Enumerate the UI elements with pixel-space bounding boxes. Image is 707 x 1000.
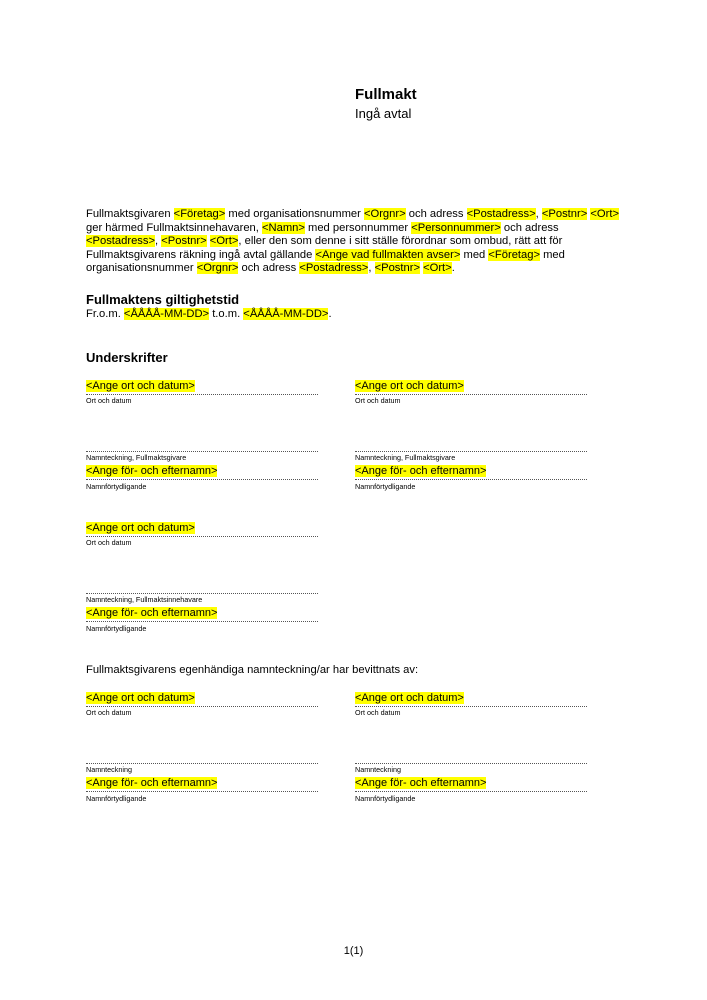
- giver1-place-date-field[interactable]: <Ange ort och datum>: [86, 380, 195, 392]
- holder-place-date-caption: Ort och datum: [86, 538, 132, 547]
- document-subtitle: Ingå avtal: [355, 106, 412, 121]
- giver1-place-date-line: [86, 394, 318, 395]
- intro-text: med organisationsnummer: [86, 248, 565, 275]
- giver2-place-date-caption: Ort och datum: [355, 396, 401, 405]
- holder-name-line: [86, 621, 318, 622]
- witness2-signature-caption: Namnteckning: [355, 765, 401, 774]
- to-label: t.o.m.: [209, 308, 244, 320]
- witness-statement: Fullmaktsgivarens egenhändiga namnteckning/ar har bevittnats av:: [86, 664, 419, 676]
- placeholder-field[interactable]: <Ort>: [590, 208, 619, 220]
- from-date-field[interactable]: <ÅÅÅÅ-MM-DD>: [123, 308, 210, 320]
- placeholder-field[interactable]: <Orgnr>: [196, 262, 239, 275]
- intro-text: och adress: [405, 208, 467, 220]
- placeholder-field[interactable]: <Postnr>: [374, 262, 420, 275]
- placeholder-field[interactable]: <Personnummer>: [411, 221, 501, 234]
- placeholder-field[interactable]: <Postadress>: [299, 262, 369, 275]
- holder-place-date-line: [86, 536, 318, 537]
- holder-name-field[interactable]: <Ange för- och efternamn>: [86, 607, 218, 619]
- intro-text: med: [460, 248, 489, 261]
- intro-text: Fullmaktsgivaren: [86, 208, 174, 220]
- giver1-signature-caption: Namnteckning, Fullmaktsgivare: [86, 453, 187, 462]
- signatures-heading: Underskrifter: [86, 350, 168, 365]
- giver2-signature-line[interactable]: [355, 451, 587, 452]
- giver1-name-caption: Namnförtydligande: [86, 482, 147, 491]
- intro-text: ger härmed Fullmaktsinnehavaren,: [86, 221, 262, 234]
- placeholder-field[interactable]: <Postnr>: [541, 208, 588, 220]
- intro-text: , eller den som denne i sitt ställe förordnar som ombud, rätt att för Fullmaktsgivarens räkning ingå avtal gällande: [86, 235, 563, 261]
- witness1-signature-line[interactable]: [86, 763, 318, 764]
- intro-text: och adress: [238, 262, 300, 275]
- giver2-place-date-field[interactable]: <Ange ort och datum>: [355, 380, 464, 392]
- document-title: Fullmakt: [355, 86, 417, 103]
- intro-text: och adress: [500, 221, 559, 234]
- giver2-place-date-line: [355, 394, 587, 395]
- validity-end: .: [328, 308, 332, 320]
- witness1-signature-caption: Namnteckning: [86, 765, 132, 774]
- placeholder-field[interactable]: <Företag>: [173, 208, 226, 220]
- witness2-place-date-field[interactable]: <Ange ort och datum>: [355, 692, 464, 704]
- placeholder-field[interactable]: <Orgnr>: [363, 208, 406, 220]
- witness2-name-caption: Namnförtydligande: [355, 794, 416, 803]
- validity-line: [86, 308, 332, 320]
- placeholder-field[interactable]: <Ort>: [209, 235, 239, 248]
- holder-name-caption: Namnförtydligande: [86, 624, 147, 633]
- placeholder-field[interactable]: <Ort>: [423, 262, 452, 275]
- to-date-field[interactable]: <ÅÅÅÅ-MM-DD>: [243, 308, 329, 320]
- placeholder-field[interactable]: <Postadress>: [466, 208, 536, 220]
- placeholder-field[interactable]: <Postadress>: [86, 235, 156, 248]
- placeholder-field[interactable]: <Ange vad fullmakten avser>: [315, 248, 461, 261]
- intro-paragraph: [86, 208, 626, 276]
- witness1-place-date-caption: Ort och datum: [86, 708, 132, 717]
- validity-heading: Fullmaktens giltighetstid: [86, 292, 240, 307]
- intro-text: med personnummer: [304, 221, 412, 234]
- giver1-name-field[interactable]: <Ange för- och efternamn>: [86, 465, 218, 477]
- witness1-name-line: [86, 791, 318, 792]
- giver1-signature-line[interactable]: [86, 451, 318, 452]
- witness2-name-line: [355, 791, 587, 792]
- intro-text: ,: [368, 262, 375, 275]
- witness2-name-field[interactable]: <Ange för- och efternamn>: [355, 777, 487, 789]
- from-label: Fr.o.m.: [86, 308, 124, 320]
- page-number: 1(1): [343, 945, 364, 957]
- witness1-place-date-line: [86, 706, 318, 707]
- holder-place-date-field[interactable]: <Ange ort och datum>: [86, 522, 195, 534]
- giver1-place-date-caption: Ort och datum: [86, 396, 132, 405]
- witness1-name-field[interactable]: <Ange för- och efternamn>: [86, 777, 218, 789]
- witness1-place-date-field[interactable]: <Ange ort och datum>: [86, 692, 195, 704]
- intro-text: ,: [535, 208, 542, 220]
- witness2-place-date-line: [355, 706, 587, 707]
- intro-text: med organisationsnummer: [225, 208, 364, 220]
- placeholder-field[interactable]: <Företag>: [488, 248, 540, 261]
- intro-text: ,: [155, 235, 162, 248]
- placeholder-field[interactable]: <Namn>: [261, 221, 305, 234]
- intro-text: .: [451, 262, 455, 275]
- witness2-signature-line[interactable]: [355, 763, 587, 764]
- giver2-name-field[interactable]: <Ange för- och efternamn>: [355, 465, 487, 477]
- witness2-place-date-caption: Ort och datum: [355, 708, 401, 717]
- holder-signature-caption: Namnteckning, Fullmaktsinnehavare: [86, 595, 203, 604]
- giver2-signature-caption: Namnteckning, Fullmaktsgivare: [355, 453, 456, 462]
- holder-signature-line[interactable]: [86, 593, 318, 594]
- witness1-name-caption: Namnförtydligande: [86, 794, 147, 803]
- giver2-name-caption: Namnförtydligande: [355, 482, 416, 491]
- placeholder-field[interactable]: <Postnr>: [161, 235, 207, 248]
- giver2-name-line: [355, 479, 587, 480]
- giver1-name-line: [86, 479, 318, 480]
